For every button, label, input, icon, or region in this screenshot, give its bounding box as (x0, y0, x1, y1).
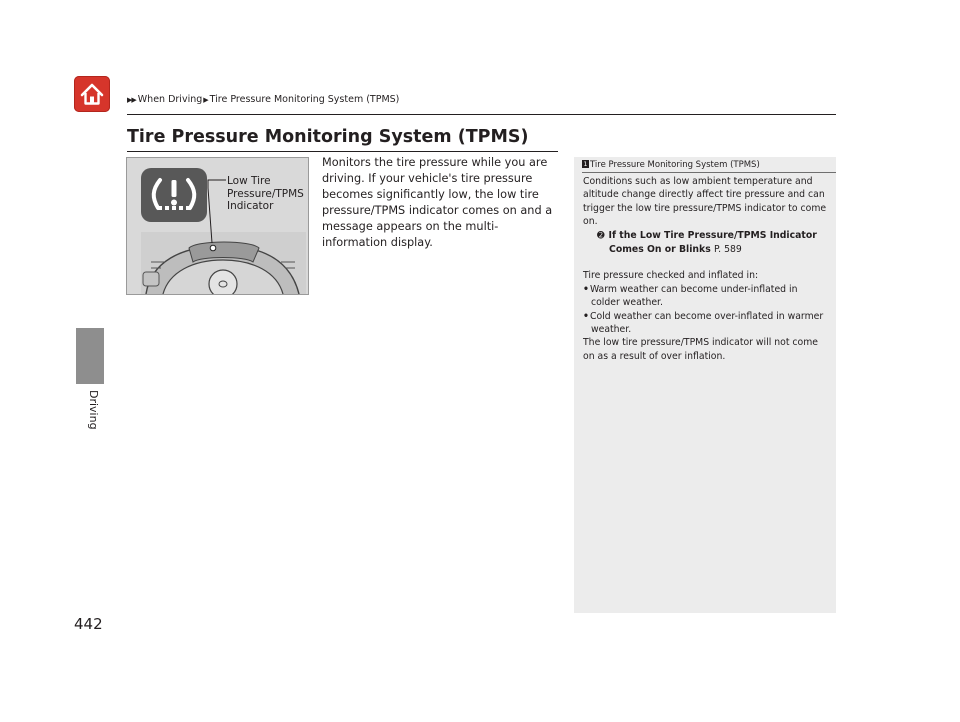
steering-wheel-illustration (141, 232, 306, 294)
paragraph-gap (583, 256, 829, 269)
tire-pressure-warning-icon (141, 168, 207, 222)
callout-line: Indicator (227, 200, 274, 212)
cross-reference-link[interactable] (583, 229, 829, 243)
reference-title: If the Low Tire Pressure/TPMS Indicator (608, 229, 817, 241)
list-item-text: Warm weather can become under-inflated in colder weather. (589, 283, 798, 309)
indicator-callout-label (227, 175, 312, 213)
bullet-icon: • (583, 283, 589, 295)
page-title: Tire Pressure Monitoring System (TPMS) (127, 127, 529, 147)
note-paragraph: Tire pressure checked and inflated in: (583, 270, 759, 282)
side-note-divider (582, 172, 836, 173)
home-button[interactable] (74, 76, 110, 112)
section-label: Driving (87, 390, 100, 430)
callout-line: Low Tire (227, 175, 271, 187)
side-note-body (583, 175, 829, 363)
intro-paragraph: Monitors the tire pressure while you are driving. If your vehicle's tire pressure becomes significantly low, the low tire pressure/TPMS indicator comes on and a message appears on the multi-information display. (322, 156, 553, 249)
tpms-indicator (141, 168, 207, 222)
bullet-icon: • (583, 310, 589, 322)
note-number-icon: 1 (583, 160, 588, 168)
callout-line: Pressure/TPMS (227, 187, 304, 200)
list-item (583, 283, 829, 310)
breadcrumb-arrow-icon: ▶ (203, 96, 209, 104)
home-icon (74, 76, 110, 112)
cross-reference-link-continued[interactable] (583, 243, 829, 256)
header-divider (127, 114, 836, 115)
note-paragraph: Conditions such as low ambient temperature and altitude change directly affect tire pressure and can trigger the low tire pressure/TPMS indicator to come on. (583, 176, 827, 228)
reference-page: P. 589 (714, 244, 742, 256)
list-item-text: Cold weather can become over-inflated in warmer weather. (589, 310, 824, 336)
reference-arrow-icon: ➋ (597, 230, 605, 241)
breadcrumb (127, 94, 399, 105)
side-note-heading-text: Tire Pressure Monitoring System (TPMS) (590, 160, 760, 170)
note-paragraph: The low tire pressure/TPMS indicator will not come on as a result of over inflation. (583, 337, 818, 362)
page-number: 442 (74, 615, 103, 633)
side-note-heading (582, 160, 760, 170)
title-divider (127, 151, 558, 152)
list-item (583, 310, 829, 337)
breadcrumb-link-when-driving[interactable]: When Driving (137, 94, 203, 105)
reference-title-continued: Comes On or Blinks (609, 244, 711, 256)
side-note-panel (574, 157, 836, 613)
breadcrumb-current[interactable]: Tire Pressure Monitoring System (TPMS) (209, 94, 400, 105)
section-tab[interactable] (76, 328, 104, 384)
breadcrumb-arrow-icon: ▶▶ (127, 96, 136, 104)
